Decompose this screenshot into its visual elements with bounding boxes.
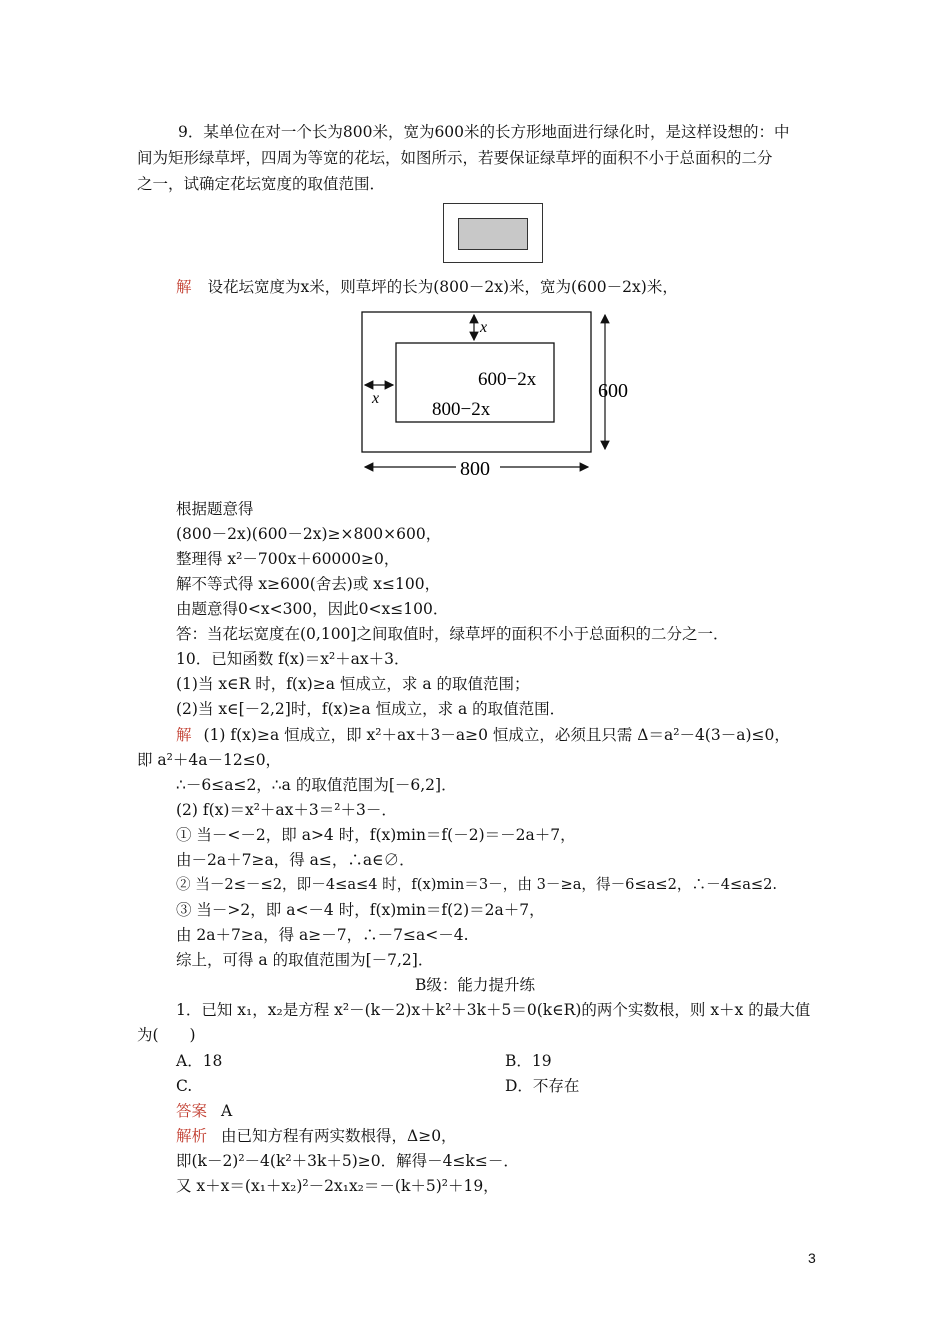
q10-solution-line-8: ③ 当－>2，即 a<－4 时，f(x)min＝f(2)＝2a＋7， — [176, 901, 545, 919]
q10-solution-line-10: 综上，可得 a 的取值范围为[－7,2]． — [176, 951, 434, 969]
analysis-line-3: 又 x＋x＝(x₁＋x₂)²－2x₁x₂＝－(k＋5)²＋19， — [176, 1177, 499, 1195]
lawn-dimension-diagram — [340, 305, 650, 490]
page-number: 3 — [808, 1250, 816, 1266]
q10-part-1: (1)当 x∈R 时，f(x)≥a 恒成立，求 a 的取值范围； — [176, 675, 530, 693]
answer-value: A — [221, 1102, 233, 1120]
lawn-rectangle — [458, 218, 528, 250]
label-800: 800 — [460, 458, 490, 480]
q10-solution-line-1 — [176, 724, 790, 746]
option-b: B．19 — [505, 1052, 552, 1070]
q10-solution-line-3: ∴－6≤a≤2，∴a 的取值范围为[－6,2]． — [176, 776, 457, 794]
solution-answer: 答：当花坛宽度在(0,100]之间取值时，绿草坪的面积不小于总面积的二分之一． — [176, 625, 729, 643]
solution-intro: 设花坛宽度为x米，则草坪的长为(800－2x)米，宽为(600－2x)米， — [207, 278, 678, 296]
solution-step-2: (800－2x)(600－2x)≥×800×600， — [176, 525, 442, 543]
b1-stem-line-1: 1．已知 x₁，x₂是方程 x²－(k－2)x＋k²＋3k＋5＝0(k∈R)的两个实数根，则 x＋x 的最大值 — [176, 1001, 811, 1019]
label-x-top: x — [480, 319, 488, 336]
q10-part-2: (2)当 x∈[－2,2]时，f(x)≥a 恒成立，求 a 的取值范围． — [176, 700, 566, 718]
q9-solution — [176, 276, 678, 298]
q9-line-3: 之一，试确定花坛宽度的取值范围． — [137, 175, 386, 193]
answer-label: 答案 — [176, 1102, 208, 1120]
q9-line-2: 间为矩形绿草坪，四周为等宽的花坛，如图所示，若要保证绿草坪的面积不小于总面积的二分 — [137, 149, 773, 167]
q10-solution-label: 解 — [176, 726, 192, 744]
solution-step-4: 解不等式得 x≥600(舍去)或 x≤100， — [176, 575, 441, 593]
option-c: C. — [176, 1077, 193, 1095]
q10-solution-line-2: 即 a²＋4a－12≤0， — [137, 751, 282, 769]
option-d: D．不存在 — [505, 1077, 580, 1095]
analysis-line-2: 即(k－2)²－4(k²＋3k＋5)≥0．解得－4≤k≤－． — [176, 1152, 519, 1170]
q10-solution-text-1: (1) f(x)≥a 恒成立，即 x²＋ax＋3－a≥0 恒成立，必须且只需 Δ＝a²－4(3－a)≤0， — [203, 726, 790, 744]
analysis-label: 解析 — [176, 1127, 208, 1145]
solution-step-5: 由题意得0<x<300，因此0<x≤100． — [176, 600, 449, 618]
solution-label: 解 — [176, 278, 192, 296]
analysis-text-1: 由已知方程有两实数根得，Δ≥0， — [221, 1127, 457, 1145]
label-x-left: x — [372, 390, 380, 407]
q10-solution-line-6: 由－2a＋7≥a，得 a≤，∴a∈∅． — [176, 851, 415, 869]
q9-line-1: 9．某单位在对一个长为800米，宽为600米的长方形地面进行绿化时，是这样设想的：中 — [178, 123, 790, 141]
analysis-line-1 — [176, 1125, 457, 1147]
q10-solution-line-4: (2) f(x)＝x²＋ax＋3＝²＋3－． — [176, 801, 397, 819]
label-inner-width: 600−2x — [478, 369, 537, 390]
label-600: 600 — [598, 380, 628, 402]
q10-solution-line-9: 由 2a＋7≥a，得 a≥－7，∴－7≤a<－4. — [176, 926, 469, 944]
solution-step-3: 整理得 x²－700x＋60000≥0， — [176, 550, 400, 568]
answer-line — [176, 1100, 232, 1122]
section-b-heading: B级：能力提升练 — [415, 976, 535, 994]
label-inner-length: 800−2x — [432, 399, 491, 420]
lawn-diagram-small — [443, 203, 543, 263]
option-a: A．18 — [176, 1052, 223, 1070]
q10-solution-line-5: ① 当－<－2，即 a>4 时，f(x)min＝f(－2)＝－2a＋7， — [176, 826, 576, 844]
q10-solution-line-7: ② 当－2≤－≤2，即－4≤a≤4 时，f(x)min＝3－，由 3－≥a，得－6≤a≤2，∴－4≤a≤2. — [176, 876, 778, 893]
b1-stem-line-2: 为( ) — [137, 1026, 196, 1044]
q10-stem: 10．已知函数 f(x)＝x²＋ax＋3． — [176, 650, 410, 668]
solution-step-1: 根据题意得 — [176, 500, 254, 518]
